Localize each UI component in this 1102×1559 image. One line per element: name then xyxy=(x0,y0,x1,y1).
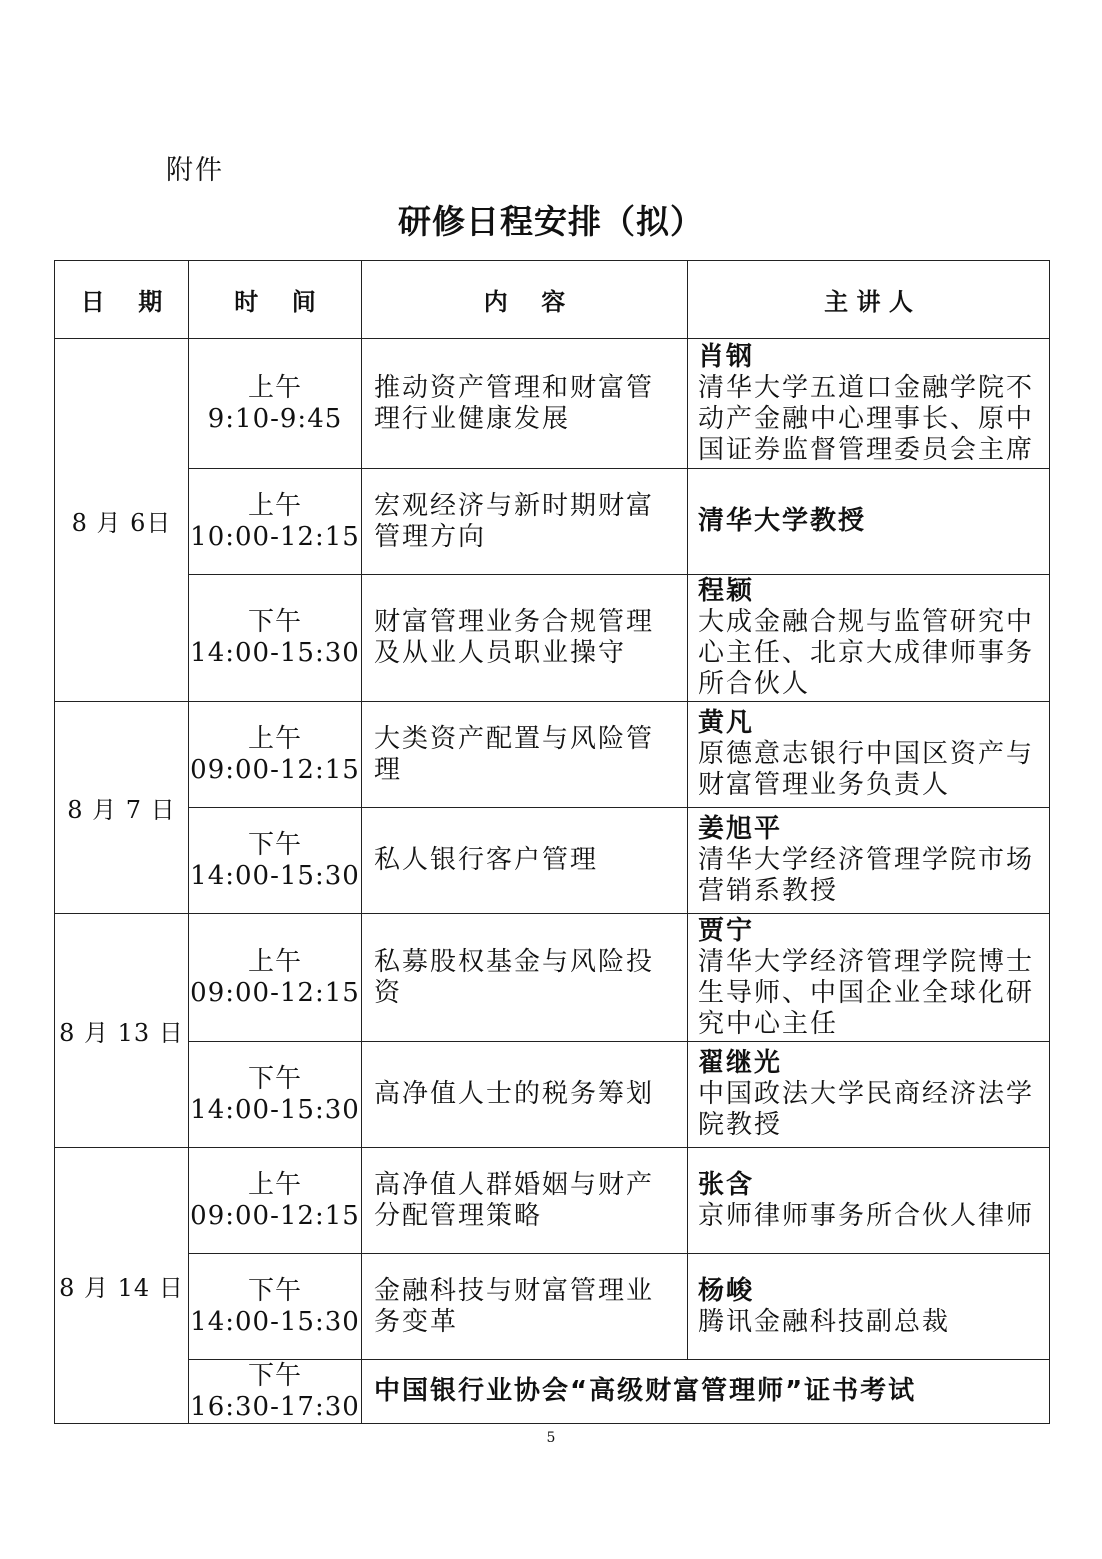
exam-cell xyxy=(362,1360,1050,1424)
speaker-name: 黄凡 xyxy=(698,708,755,738)
content-cell: 私人银行客户管理 xyxy=(362,808,688,914)
time-cell xyxy=(189,1254,362,1360)
content-cell: 推动资产管理和财富管理行业健康发展 xyxy=(362,339,688,469)
page-number: 5 xyxy=(546,1430,556,1446)
date-cell: 8 月 14 日 xyxy=(55,1148,189,1424)
date-cell: 8 月 7 日 xyxy=(55,702,189,914)
speaker-cell xyxy=(688,1148,1050,1254)
speaker-cell xyxy=(688,914,1050,1042)
session-period: 上午 xyxy=(247,723,302,754)
speaker-description: 清华大学经济管理学院博士生导师、中国企业全球化研究中心主任 xyxy=(698,946,1035,1039)
session-period: 下午 xyxy=(247,1275,302,1306)
speaker-name: 姜旭平 xyxy=(698,814,783,844)
time-cell xyxy=(189,914,362,1042)
header-content: 内 容 xyxy=(362,261,688,339)
content-cell: 高净值人士的税务筹划 xyxy=(362,1042,688,1148)
session-time: 14:00-15:30 xyxy=(190,1306,360,1337)
document-title: 研修日程安排（拟） xyxy=(398,202,704,241)
time-cell xyxy=(189,469,362,575)
table-row xyxy=(55,1042,1050,1148)
speaker-name: 杨峻 xyxy=(698,1275,755,1306)
table-row xyxy=(55,702,1050,808)
session-period: 下午 xyxy=(247,1360,302,1391)
session-time: 14:00-15:30 xyxy=(190,1094,360,1125)
header-speaker: 主 讲 人 xyxy=(688,261,1050,339)
speaker-description: 原德意志银行中国区资产与财富管理业务负责人 xyxy=(698,739,1035,800)
session-period: 下午 xyxy=(247,607,302,637)
speaker-cell xyxy=(688,339,1050,469)
speaker-name: 贾宁 xyxy=(698,915,755,946)
speaker-description: 清华大学经济管理学院市场营销系教授 xyxy=(698,845,1035,906)
session-time: 09:00-12:15 xyxy=(190,977,360,1008)
session-period: 上午 xyxy=(247,946,302,977)
session-time: 10:00-12:15 xyxy=(190,521,360,552)
speaker-cell xyxy=(688,575,1050,702)
time-cell xyxy=(189,1148,362,1254)
speaker-description: 中国政法大学民商经济法学院教授 xyxy=(698,1079,1035,1140)
session-time: 16:30-17:30 xyxy=(190,1391,360,1422)
speaker-cell xyxy=(688,1254,1050,1360)
table-row xyxy=(55,914,1050,1042)
speaker-description: 清华大学教授 xyxy=(698,506,867,536)
content-cell: 大类资产配置与风险管理 xyxy=(362,702,688,808)
speaker-description: 大成金融合规与监管研究中心主任、北京大成律师事务所合伙人 xyxy=(698,607,1035,699)
exam-text: 中国银行业协会“高级财富管理师”证书考试 xyxy=(374,1376,917,1406)
session-time: 14:00-15:30 xyxy=(190,638,360,668)
session-period: 上午 xyxy=(247,490,302,521)
date-cell: 8 月 13 日 xyxy=(55,914,189,1148)
header-date: 日 期 xyxy=(55,261,189,339)
speaker-name: 张含 xyxy=(698,1169,755,1200)
session-time: 14:00-15:30 xyxy=(190,860,360,891)
time-cell xyxy=(189,702,362,808)
session-period: 上午 xyxy=(247,1169,302,1200)
session-time: 9:10-9:45 xyxy=(207,403,343,434)
speaker-cell xyxy=(688,1042,1050,1148)
table-row xyxy=(55,1254,1050,1360)
session-period: 下午 xyxy=(247,1063,302,1094)
speaker-description: 清华大学五道口金融学院不动产金融中心理事长、原中国证券监督管理委员会主席 xyxy=(698,372,1035,465)
table-row xyxy=(55,1360,1050,1424)
session-period: 上午 xyxy=(247,372,302,403)
speaker-description: 腾讯金融科技副总裁 xyxy=(698,1306,951,1337)
time-cell xyxy=(189,1042,362,1148)
content-cell: 高净值人群婚姻与财产分配管理策略 xyxy=(362,1148,688,1254)
session-time: 09:00-12:15 xyxy=(190,754,360,785)
time-cell xyxy=(189,808,362,914)
table-row xyxy=(55,575,1050,702)
session-time: 09:00-12:15 xyxy=(190,1200,360,1231)
content-cell: 金融科技与财富管理业务变革 xyxy=(362,1254,688,1360)
header-time: 时 间 xyxy=(189,261,362,339)
speaker-name: 翟继光 xyxy=(698,1048,783,1078)
schedule-table xyxy=(54,260,1050,1424)
content-cell: 宏观经济与新时期财富管理方向 xyxy=(362,469,688,575)
table-row xyxy=(55,808,1050,914)
table-row xyxy=(55,469,1050,575)
speaker-name: 肖钢 xyxy=(698,341,755,372)
session-period: 下午 xyxy=(247,829,302,860)
time-cell xyxy=(189,575,362,702)
speaker-cell xyxy=(688,469,1050,575)
table-row xyxy=(55,1148,1050,1254)
time-cell xyxy=(189,1360,362,1424)
content-cell: 财富管理业务合规管理及从业人员职业操守 xyxy=(362,575,688,702)
speaker-cell xyxy=(688,808,1050,914)
attachment-label: 附件 xyxy=(166,155,224,186)
speaker-name: 程颖 xyxy=(698,576,755,606)
speaker-cell xyxy=(688,702,1050,808)
table-header-row xyxy=(55,261,1050,339)
time-cell xyxy=(189,339,362,469)
table-row xyxy=(55,339,1050,469)
content-cell: 私募股权基金与风险投资 xyxy=(362,914,688,1042)
speaker-description: 京师律师事务所合伙人律师 xyxy=(698,1200,1035,1231)
date-cell: 8 月 6日 xyxy=(55,339,189,702)
